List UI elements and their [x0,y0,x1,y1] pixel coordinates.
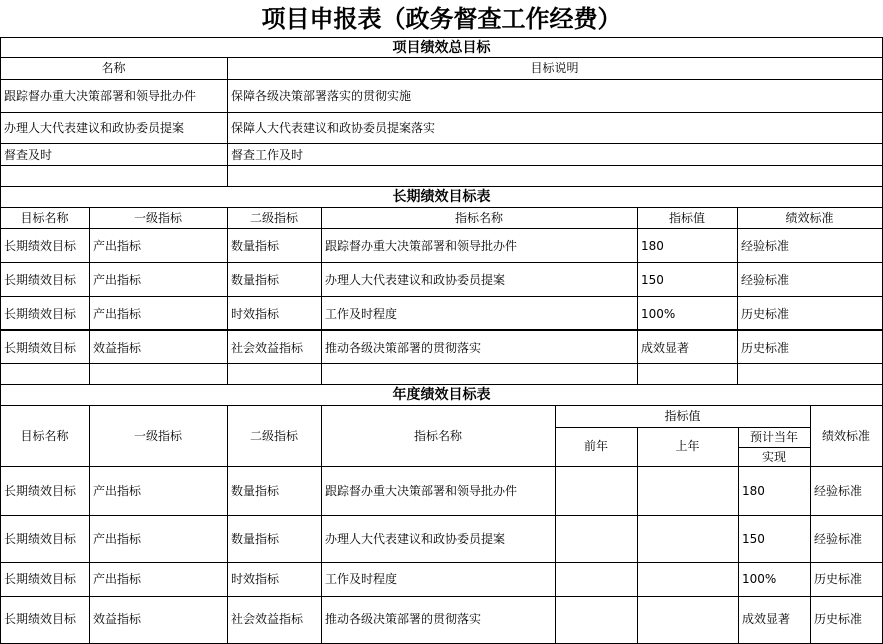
annual-cell: 历史标准 [814,612,863,626]
longterm-cell: 180 [641,239,664,253]
annual-header-standard: 绩效标准 [821,429,870,443]
overall-heading: 项目绩效总目标 [392,40,491,56]
annual-heading: 年度绩效目标表 [392,387,491,403]
longterm-cell: 社会效益指标 [231,341,304,355]
longterm-cell: 经验标准 [741,273,790,287]
longterm-header-level1: 一级指标 [133,211,182,225]
longterm-cell: 时效指标 [231,307,280,321]
longterm-header-level2: 二级指标 [249,211,298,225]
longterm-cell: 长期绩效目标 [4,341,77,355]
annual-cell: 办理人大代表建议和政协委员提案 [325,532,506,546]
longterm-cell: 成效显著 [641,341,690,355]
annual-header-prev1: 上年 [675,439,700,453]
longterm-cell: 数量指标 [231,273,280,287]
annual-cell: 跟踪督办重大决策部署和领导批办件 [325,484,518,498]
longterm-cell: 长期绩效目标 [4,273,77,287]
annual-cell: 长期绩效目标 [4,572,77,586]
longterm-cell: 150 [641,273,664,287]
longterm-cell: 办理人大代表建议和政协委员提案 [325,273,506,287]
annual-cell: 历史标准 [814,572,863,586]
longterm-header-standard: 绩效标准 [785,211,834,225]
page-title: 项目申报表（政务督查工作经费） [261,5,622,33]
longterm-header-name: 指标名称 [454,211,503,225]
annual-cell: 长期绩效目标 [4,484,77,498]
annual-header-prev2: 前年 [583,439,608,453]
longterm-cell: 推动各级决策部署的贯彻落实 [325,341,482,355]
longterm-header-value: 指标值 [668,211,705,225]
annual-cell: 时效指标 [231,572,280,586]
overall-row-name: 办理人大代表建议和政协委员提案 [4,121,185,135]
annual-header-target: 目标名称 [20,429,69,443]
overall-row-name: 跟踪督办重大决策部署和领导批办件 [4,89,197,103]
annual-cell: 长期绩效目标 [4,612,77,626]
annual-header-level2: 二级指标 [249,429,298,443]
longterm-cell: 长期绩效目标 [4,307,77,321]
annual-header-current: 预计当年 [749,430,798,444]
longterm-cell: 产出指标 [93,307,142,321]
overall-row-desc: 督查工作及时 [231,148,304,162]
annual-cell: 成效显著 [742,612,791,626]
longterm-cell: 产出指标 [93,239,142,253]
longterm-cell: 长期绩效目标 [4,239,77,253]
overall-row-name: 督查及时 [4,148,53,162]
longterm-cell: 100% [641,307,676,321]
annual-header-level1: 一级指标 [133,429,182,443]
annual-cell: 经验标准 [814,484,863,498]
annual-header-name: 指标名称 [413,429,462,443]
annual-cell: 效益指标 [93,612,142,626]
overall-row-desc: 保障各级决策部署落实的贯彻实施 [231,89,412,103]
longterm-cell: 效益指标 [93,341,142,355]
longterm-cell: 跟踪督办重大决策部署和领导批办件 [325,239,518,253]
annual-cell: 经验标准 [814,532,863,546]
annual-cell: 数量指标 [231,532,280,546]
longterm-heading: 长期绩效目标表 [392,189,491,205]
annual-cell: 长期绩效目标 [4,532,77,546]
longterm-header-target: 目标名称 [20,211,69,225]
overall-row-desc: 保障人大代表建议和政协委员提案落实 [231,121,436,135]
annual-cell: 180 [742,484,765,498]
annual-cell: 产出指标 [93,484,142,498]
annual-cell: 100% [742,572,777,586]
annual-cell: 工作及时程度 [325,572,398,586]
longterm-cell: 经验标准 [741,239,790,253]
annual-cell: 产出指标 [93,532,142,546]
longterm-cell: 历史标准 [741,307,790,321]
annual-header-value: 指标值 [664,409,701,423]
longterm-cell: 产出指标 [93,273,142,287]
annual-header-current: 实现 [761,450,786,464]
longterm-cell: 数量指标 [231,239,280,253]
longterm-cell: 历史标准 [741,341,790,355]
annual-cell: 推动各级决策部署的贯彻落实 [325,612,482,626]
annual-cell: 产出指标 [93,572,142,586]
annual-cell: 数量指标 [231,484,280,498]
overall-col-desc: 目标说明 [530,61,579,75]
longterm-cell: 工作及时程度 [325,307,398,321]
overall-col-name: 名称 [101,61,126,75]
annual-cell: 150 [742,532,765,546]
annual-cell: 社会效益指标 [231,612,304,626]
